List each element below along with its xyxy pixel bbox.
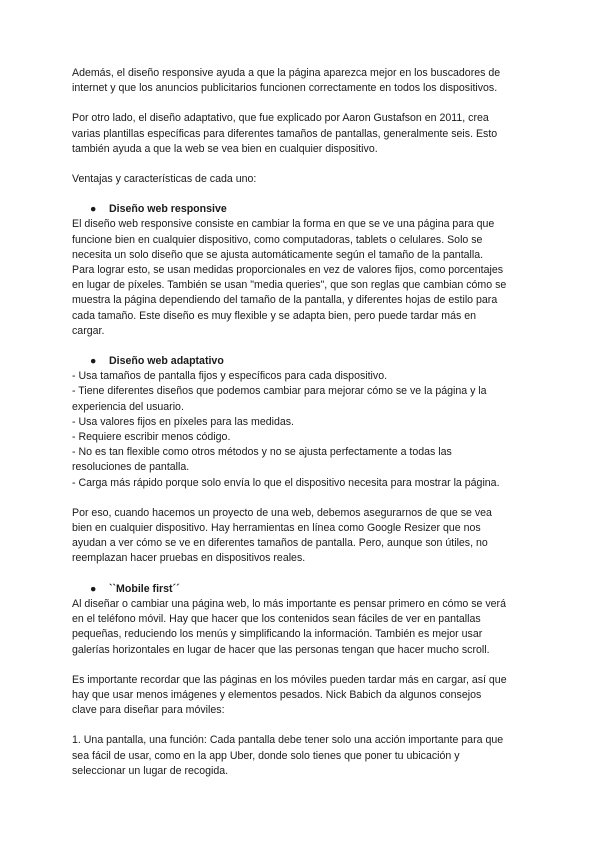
paragraph-advantages-intro: Ventajas y características de cada uno: bbox=[72, 173, 257, 186]
heading-mobile-first: ● ``Mobile first´´ bbox=[90, 582, 532, 597]
paragraph-adaptive-intro: Por otro lado, el diseño adaptativo, que fue explicado por Aaron Gustafson en 2011, crea varias plantillas específicas para diferentes tamaños de pantallas, generalmente seis. Esto también ayuda a que la web se vea bien en cualquier dispositivo. bbox=[72, 112, 498, 155]
paragraph-responsive: El diseño web responsive consiste en cambiar la forma en que se ve una página para que funcione bien en cualquier dispositivo, como computadoras, tablets o celulares. Solo se necesita un solo diseño que se ajusta automáticamente según el tamaño de la pantalla. Para lograr esto, se usan medidas proporcionales en vez de valores fijos, como porcentajes en lugar de píxeles. También se usan "media queries", que son reglas que cambian cómo se muestra la página dependiendo del tamaño de la pantalla, y diferentes hojas de estilo para cada tamaño. Este diseño es muy flexible y se adapta bien, pero puede tardar más en cargar. bbox=[72, 218, 507, 337]
heading-responsive: ● Diseño web responsive bbox=[90, 202, 532, 217]
bullet-icon: ● bbox=[90, 582, 97, 595]
paragraph-seo: Además, el diseño responsive ayuda a que la página aparezca mejor en los buscadores de internet y que los anuncios publicitarios funcionen correctamente en todos los dispositivos. bbox=[72, 67, 501, 95]
bullet-icon: ● bbox=[90, 203, 97, 216]
bullet-icon: ● bbox=[90, 355, 97, 368]
list-adaptive: - Usa tamaños de pantalla fijos y específicos para cada dispositivo. - Tiene diferentes diseños que podemos cambiar para mejorar cómo se ve la página y la experiencia del usuario. - Usa valores fijos en píxeles para las medidas. - Requiere escribir menos código. - No es tan flexible como otros métodos y no se ajusta perfectamente a todas las resoluciones de pantalla. - Carga más rápido porque solo envía lo que el dispositivo necesita para mostrar la página. bbox=[72, 370, 500, 489]
paragraph-tip-one-screen: 1. Una pantalla, una función: Cada pantalla debe tener solo una acción importante para que sea fácil de usar, como en la app Uber, donde solo tienes que poner tu ubicación y seleccionar un lugar de recogida. bbox=[72, 734, 504, 777]
paragraph-mobile-first: Al diseñar o cambiar una página web, lo más importante es pensar primero en cómo se verá en el teléfono móvil. Hay que hacer que los contenidos sean fáciles de ver en pantallas pequeñas, reduciendo los menús y simplificando la información. También es mejor usar galerías horizontales en lugar de hacer que las personas tengan que hacer mucho scroll. bbox=[72, 597, 506, 656]
document-body bbox=[72, 66, 532, 779]
paragraph-mobile-loading: Es importante recordar que las páginas en los móviles pueden tardar más en cargar, así que hay que usar menos imágenes y elementos pesados. Nick Babich da algunos consejos clave para diseñar para móviles: bbox=[72, 673, 507, 717]
heading-adaptive: ● Diseño web adaptativo bbox=[90, 354, 532, 369]
paragraph-testing: Por eso, cuando hacemos un proyecto de una web, debemos asegurarnos de que se vea bien en cualquier dispositivo. Hay herramientas en línea como Google Resizer que nos ayudan a ver cómo se ve en diferentes tamaños de pantalla. Pero, aunque son útiles, no reemplazan hacer pruebas en dispositivos reales. bbox=[72, 506, 492, 565]
